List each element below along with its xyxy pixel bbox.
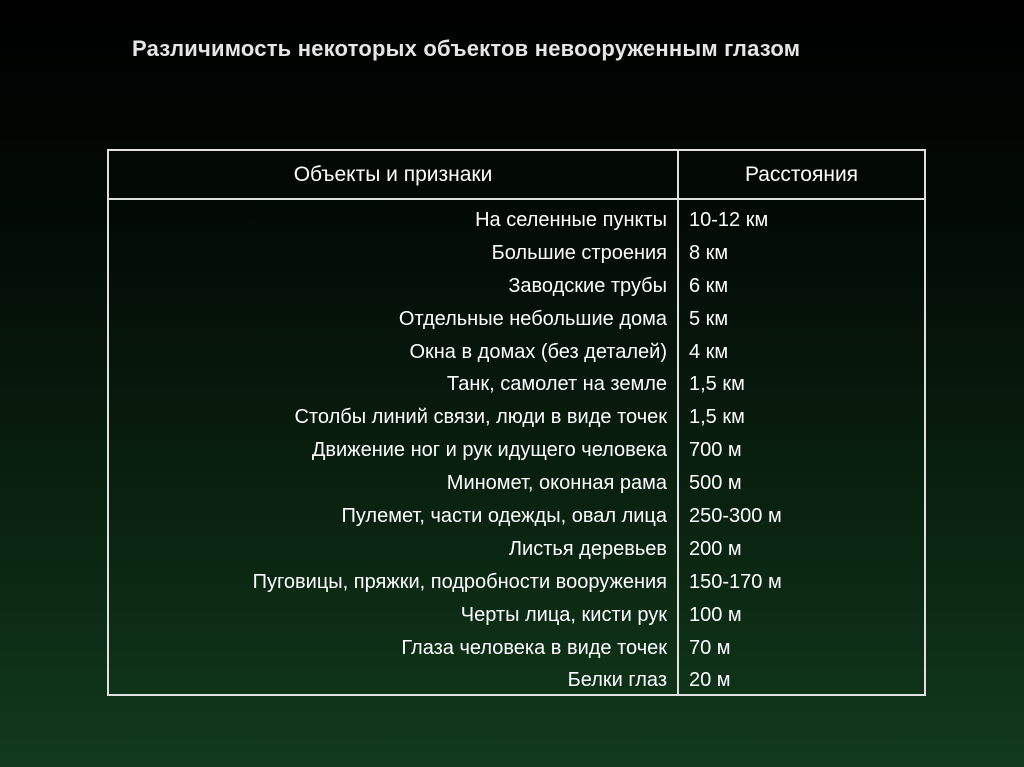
object-cell: На селенные пункты	[475, 209, 667, 231]
slide-title: Различимость некоторых объектов невооруженным глазом	[132, 36, 801, 61]
distance-cell: 6 км	[689, 274, 729, 297]
distance-cell: 500 м	[689, 472, 742, 495]
object-cell: Танк, самолет на земле	[446, 373, 667, 396]
object-cell: Белки глаз	[567, 669, 667, 692]
distances-column	[679, 200, 924, 694]
header-distances: Расстояния	[744, 162, 859, 186]
distance-cell: 1,5 км	[689, 373, 745, 396]
object-cell: Движение ног и рук идущего человека	[311, 439, 667, 462]
visibility-table	[107, 149, 926, 696]
object-cell: Окна в домах (без деталей)	[409, 340, 667, 363]
distance-cell: 8 км	[689, 241, 729, 264]
object-cell: Миномет, оконная рама	[446, 472, 667, 495]
distance-cell: 4 км	[689, 340, 729, 363]
object-cell: Столбы линий связи, люди в виде точек	[294, 406, 667, 429]
object-cell: Пуговицы, пряжки, подробности вооружения	[252, 570, 667, 593]
object-cell: Пулемет, части одежды, овал лица	[341, 505, 667, 528]
distance-cell: 250-300 м	[689, 505, 782, 528]
table-body	[109, 200, 924, 694]
distance-cell: 20 м	[689, 669, 731, 692]
distance-cell: 150-170 м	[689, 570, 782, 593]
object-cell: Большие строения	[491, 241, 667, 264]
distance-cell: 1,5 км	[689, 406, 745, 429]
distance-cell: 100 м	[689, 603, 742, 626]
distance-cell: 5 км	[689, 307, 729, 330]
distance-cell: 700 м	[689, 439, 742, 462]
object-cell: Заводские трубы	[508, 274, 667, 297]
object-cell: Листья деревьев	[508, 537, 667, 560]
table-header-row	[109, 151, 924, 200]
objects-column	[109, 200, 679, 694]
object-cell: Черты лица, кисти рук	[460, 603, 667, 626]
header-objects: Объекты и признаки	[109, 151, 679, 198]
distance-cell: 70 м	[689, 636, 731, 659]
object-cell: Глаза человека в виде точек	[401, 636, 667, 659]
distance-cell: 200 м	[689, 537, 742, 560]
object-cell: Отдельные небольшие дома	[398, 307, 667, 330]
distance-cell: 10-12 км	[689, 209, 769, 231]
